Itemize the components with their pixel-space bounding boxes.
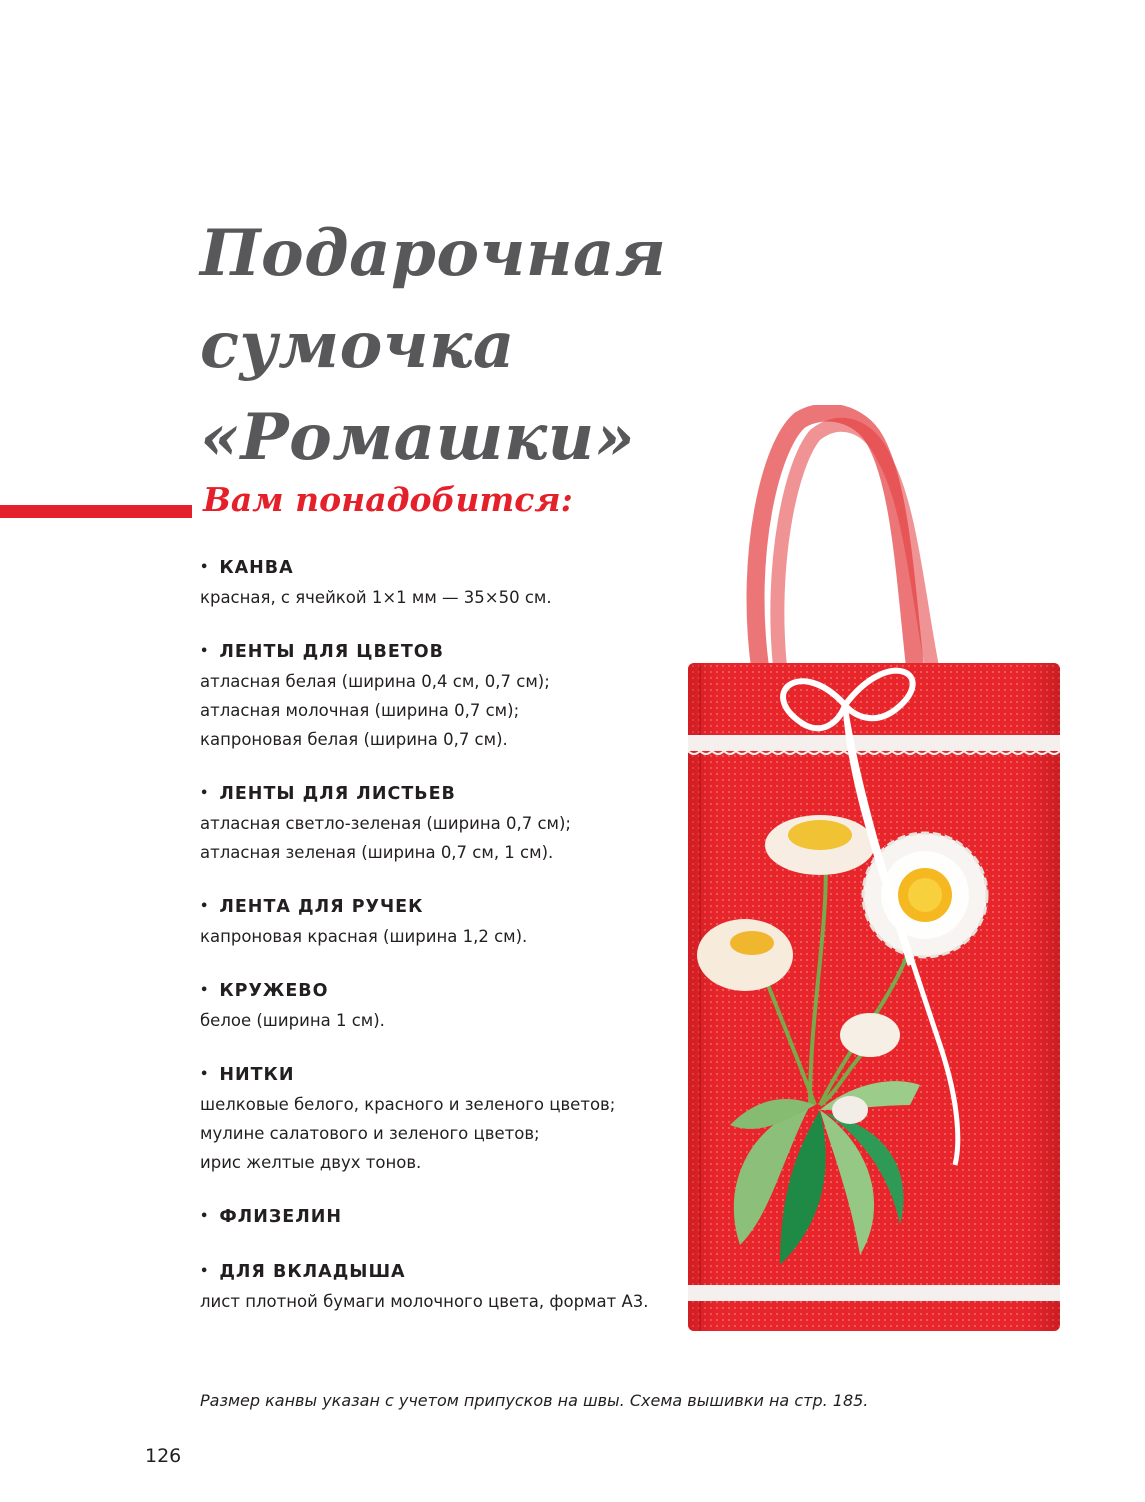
page-title-line-2: «Ромашки»	[200, 400, 636, 475]
bullet-icon: •	[200, 644, 210, 659]
material-detail: атласная белая (ширина 0,4 см, 0,7 см);	[200, 672, 550, 691]
material-heading-text: ФЛИЗЕЛИН	[219, 1207, 343, 1227]
material-item	[200, 637, 680, 754]
material-heading-text: ЛЕНТЫ ДЛЯ ЛИСТЬЕВ	[219, 784, 456, 804]
material-detail: капроновая белая (ширина 0,7 см).	[200, 730, 508, 749]
bullet-icon: •	[200, 786, 210, 801]
material-heading-text: ДЛЯ ВКЛАДЫША	[219, 1262, 406, 1282]
material-item	[200, 1202, 680, 1232]
daisy-large	[863, 833, 987, 957]
bullet-icon: •	[200, 1264, 210, 1279]
material-detail: белое (ширина 1 см).	[200, 1011, 385, 1030]
lace-bottom	[688, 1285, 1060, 1301]
daisy-top	[765, 815, 875, 875]
material-heading-text: КРУЖЕВО	[219, 981, 329, 1001]
material-heading	[200, 637, 680, 667]
material-heading	[200, 976, 680, 1006]
material-heading	[200, 1060, 680, 1090]
material-heading-text: НИТКИ	[219, 1065, 295, 1085]
section-heading: Вам понадобится:	[203, 480, 573, 519]
material-heading	[200, 1202, 680, 1232]
material-item	[200, 892, 680, 951]
material-detail: ирис желтые двух тонов.	[200, 1153, 422, 1172]
footnote: Размер канвы указан с учетом припусков на швы. Схема вышивки на стр. 185.	[200, 1391, 869, 1410]
material-heading	[200, 1257, 680, 1287]
material-detail: лист плотной бумаги молочного цвета, формат А3.	[200, 1292, 649, 1311]
material-heading	[200, 779, 680, 809]
ribbon-handles	[756, 413, 932, 667]
material-detail: атласная молочная (ширина 0,7 см);	[200, 701, 520, 720]
bullet-icon: •	[200, 560, 210, 575]
material-detail: мулине салатового и зеленого цветов;	[200, 1124, 540, 1143]
material-detail: атласная светло-зеленая (ширина 0,7 см);	[200, 814, 571, 833]
page-title-line-1: Подарочная сумочка	[200, 216, 667, 383]
bullet-icon: •	[200, 899, 210, 914]
material-detail: капроновая красная (ширина 1,2 см).	[200, 927, 528, 946]
bullet-icon: •	[200, 1067, 210, 1082]
material-item	[200, 1257, 680, 1316]
material-heading-text: ЛЕНТЫ ДЛЯ ЦВЕТОВ	[219, 642, 444, 662]
lace-top	[688, 735, 1060, 751]
material-detail: атласная зеленая (ширина 0,7 см, 1 см).	[200, 843, 554, 862]
material-heading-text: ЛЕНТА ДЛЯ РУЧЕК	[219, 897, 424, 917]
accent-bar	[0, 505, 192, 518]
material-item	[200, 779, 680, 867]
material-heading-text: КАНВА	[219, 558, 294, 578]
page-number: 126	[145, 1445, 182, 1467]
material-item	[200, 553, 680, 612]
material-heading	[200, 553, 680, 583]
daisy-left	[697, 919, 793, 991]
gift-bag-photo	[660, 405, 1080, 1355]
material-detail: шелковые белого, красного и зеленого цветов;	[200, 1095, 616, 1114]
bullet-icon: •	[200, 983, 210, 998]
material-detail: красная, с ячейкой 1×1 мм — 35×50 см.	[200, 588, 552, 607]
bullet-icon: •	[200, 1209, 210, 1224]
material-item	[200, 1060, 680, 1177]
material-item	[200, 976, 680, 1035]
material-heading	[200, 892, 680, 922]
materials-list	[200, 553, 680, 1341]
